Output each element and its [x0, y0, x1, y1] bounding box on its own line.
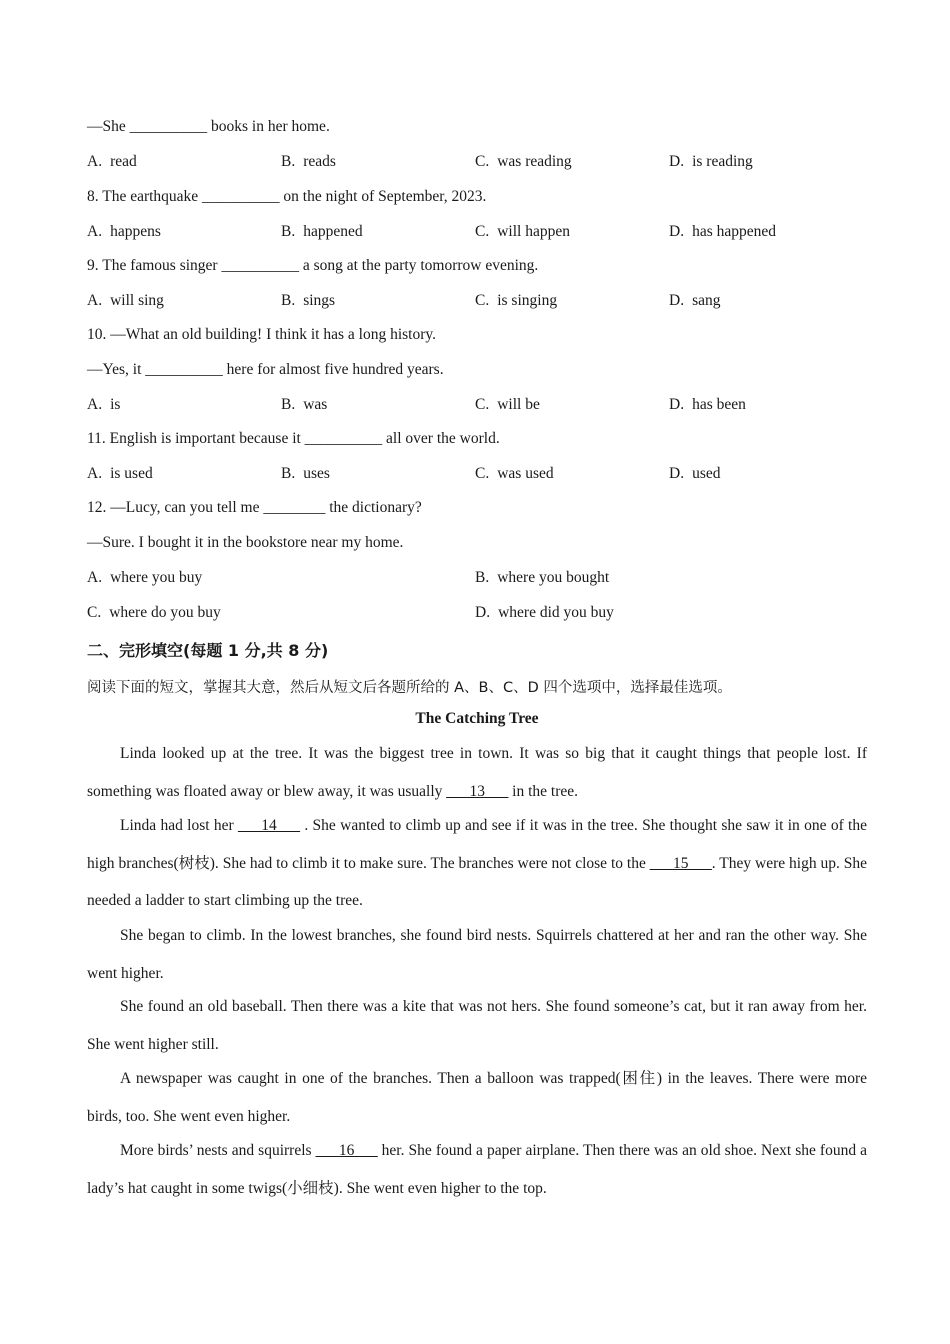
option-text: is — [110, 396, 121, 413]
passage-paragraph-1: Linda looked up at the tree. It was the biggest tree in town. It was so big that it caught things that people lost. If something was floated away or blew away, it was usually ___13___ in the tree. — [87, 745, 867, 800]
option-text: is reading — [692, 153, 753, 170]
option-text: has happened — [692, 223, 777, 240]
option-letter: C. — [87, 604, 102, 621]
q11-stem: 11. English is important because it __________ all over the world. — [87, 430, 500, 447]
option-letter: B. — [281, 396, 296, 413]
q10-option-b[interactable] — [281, 396, 327, 414]
option-letter: A. — [87, 569, 103, 586]
passage-paragraph-3: She began to climb. In the lowest branches, she found bird nests. Squirrels chattered at her and ran the other way. She went higher. — [87, 927, 867, 982]
option-letter: D. — [669, 153, 685, 170]
option-letter: A. — [87, 465, 103, 482]
blank-16[interactable]: ___16___ — [315, 1142, 378, 1159]
option-letter: D. — [669, 292, 685, 309]
option-letter: B. — [281, 465, 296, 482]
q11-option-b[interactable] — [281, 465, 330, 483]
blank-13[interactable]: ___13___ — [446, 782, 509, 800]
option-letter: D. — [669, 465, 685, 482]
passage-paragraph-4: She found an old baseball. Then there was a kite that was not hers. She found someone’s cat, but it ran away from her. She went higher still. — [87, 998, 867, 1053]
q8-stem: 8. The earthquake __________ on the night of September, 2023. — [87, 188, 487, 205]
option-letter: D. — [669, 223, 685, 240]
q10-stem-reply: —Yes, it __________ here for almost five hundred years. — [87, 361, 444, 378]
q9-option-d[interactable] — [669, 292, 721, 310]
option-text: was reading — [497, 153, 572, 170]
option-text: was — [303, 396, 328, 413]
q12-option-d[interactable] — [475, 604, 614, 622]
option-text: is used — [110, 465, 153, 482]
q12-option-c[interactable] — [87, 604, 221, 622]
option-text: reads — [303, 153, 336, 170]
option-text: is singing — [497, 292, 558, 309]
option-letter: B. — [281, 223, 296, 240]
option-text: has been — [692, 396, 746, 413]
blank-14[interactable]: ___14___ — [238, 817, 301, 834]
q12-options-row2 — [87, 604, 867, 626]
option-text: where did you buy — [498, 604, 614, 621]
q10-stem: 10. —What an old building! I think it has a long history. — [87, 326, 436, 343]
q9-stem: 9. The famous singer __________ a song at the party tomorrow evening. — [87, 257, 539, 274]
option-letter: D. — [475, 604, 491, 621]
q8-option-c[interactable] — [475, 223, 570, 241]
q11-option-a[interactable] — [87, 465, 153, 483]
option-letter: A. — [87, 292, 103, 309]
q10-option-d[interactable] — [669, 396, 746, 414]
option-text: read — [110, 153, 137, 170]
option-text: will sing — [110, 292, 164, 309]
blank-15[interactable]: ___15___ — [649, 854, 712, 872]
option-letter: A. — [87, 153, 103, 170]
option-letter: C. — [475, 223, 490, 240]
q11-option-c[interactable] — [475, 465, 554, 483]
q12-option-b[interactable] — [475, 569, 609, 587]
passage-paragraph-6: More birds’ nests and squirrels ___16___ her. She found a paper airplane. Then there was an old shoe. Next she found a lady’s hat caught in some twigs(小细枝). She went even higher to the top. — [87, 1142, 867, 1197]
option-letter: B. — [281, 153, 296, 170]
option-text: happened — [303, 223, 363, 240]
option-text: will happen — [497, 223, 570, 240]
q10-option-a[interactable] — [87, 396, 120, 414]
option-letter: C. — [475, 153, 490, 170]
q11-options — [87, 465, 867, 487]
option-text: was used — [497, 465, 554, 482]
option-letter: C. — [475, 396, 490, 413]
q7-stem-continued: —She __________ books in her home. — [87, 118, 330, 135]
q8-option-d[interactable] — [669, 223, 776, 241]
q7-option-a[interactable] — [87, 153, 137, 171]
q10-options — [87, 396, 867, 418]
option-text: where you buy — [110, 569, 203, 586]
q7-options — [87, 153, 867, 175]
option-text: happens — [110, 223, 161, 240]
option-letter: C. — [475, 465, 490, 482]
q8-options — [87, 223, 867, 245]
option-text: used — [692, 465, 721, 482]
option-text: sang — [692, 292, 721, 309]
q7-option-b[interactable] — [281, 153, 336, 171]
option-text: sings — [303, 292, 336, 309]
q7-option-d[interactable] — [669, 153, 753, 171]
option-letter: B. — [475, 569, 490, 586]
option-letter: D. — [669, 396, 685, 413]
option-letter: C. — [475, 292, 490, 309]
section-instruction: 阅读下面的短文，掌握其大意，然后从短文后各题所给的 A、B、C、D 四个选项中，选择最佳选项。 — [87, 680, 732, 696]
q12-stem: 12. —Lucy, can you tell me ________ the dictionary? — [87, 499, 422, 516]
q10-option-c[interactable] — [475, 396, 540, 414]
q7-option-c[interactable] — [475, 153, 572, 171]
passage-title: The Catching Tree — [415, 710, 539, 727]
passage-paragraph-5: A newspaper was caught in one of the branches. Then a balloon was trapped(困住) in the leaves. There were more birds, too. She went even higher. — [87, 1070, 867, 1125]
q9-option-b[interactable] — [281, 292, 335, 310]
option-text: uses — [303, 465, 330, 482]
option-text: will be — [497, 396, 540, 413]
option-letter: A. — [87, 396, 103, 413]
q9-option-a[interactable] — [87, 292, 164, 310]
section-heading: 二、完形填空(每题 1 分,共 8 分) — [87, 641, 329, 660]
option-letter: A. — [87, 223, 103, 240]
q8-option-a[interactable] — [87, 223, 161, 241]
q9-options — [87, 292, 867, 314]
passage-paragraph-2: Linda had lost her ___14___ . She wanted to climb up and see if it was in the tree. She thought she saw it in one of the high branches(树枝). She had to climb it to make sure. The branches were not close to the ___15___. They were high up. She needed a ladder to start climbing up the tree. — [87, 817, 867, 909]
option-letter: B. — [281, 292, 296, 309]
option-text: where do you buy — [109, 604, 221, 621]
q12-options-row1 — [87, 569, 867, 591]
q11-option-d[interactable] — [669, 465, 721, 483]
q8-option-b[interactable] — [281, 223, 363, 241]
option-text: where you bought — [497, 569, 610, 586]
q12-stem-reply: —Sure. I bought it in the bookstore near my home. — [87, 534, 404, 551]
q9-option-c[interactable] — [475, 292, 557, 310]
q12-option-a[interactable] — [87, 569, 202, 587]
